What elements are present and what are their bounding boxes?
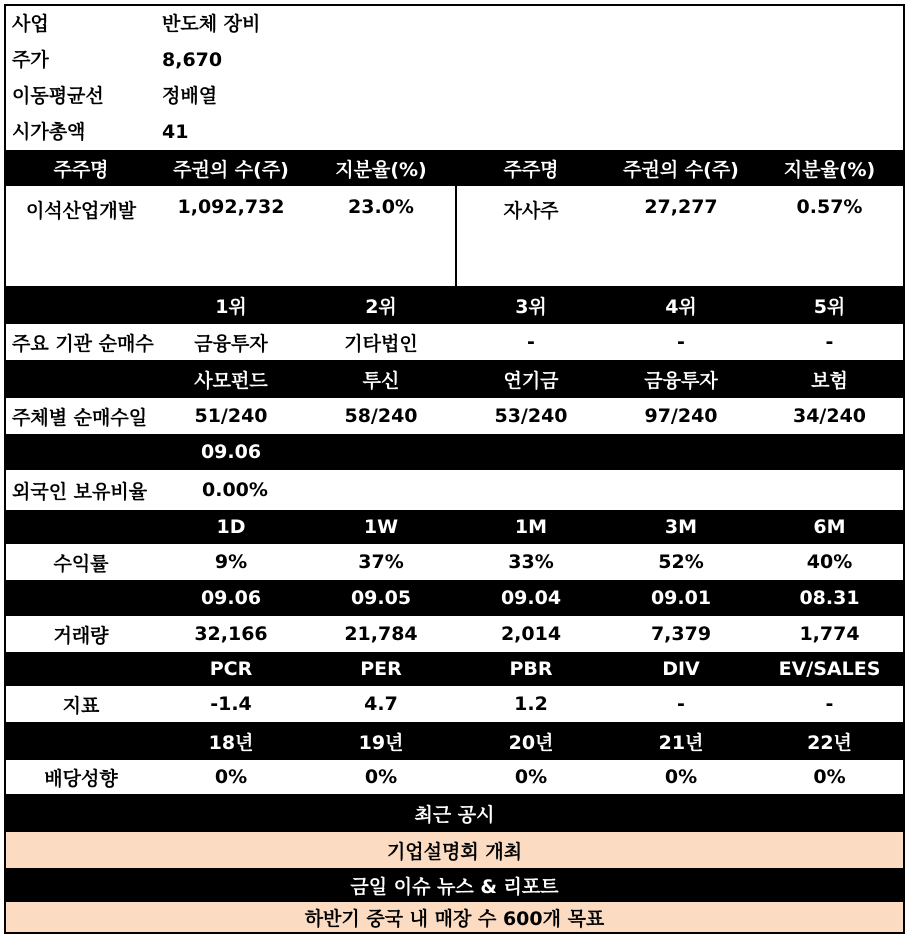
header-cell: PER	[360, 658, 402, 680]
row-label: 거래량	[53, 624, 109, 647]
value-cell: -1.4	[210, 693, 252, 715]
header-cell: 1M	[514, 516, 548, 538]
news-item: 하반기 중국 내 매장 수 600개 목표	[6, 902, 903, 932]
header-cell: 금융투자	[644, 369, 718, 392]
header-cell: 3위	[515, 295, 547, 318]
header-cell: PCR	[209, 658, 253, 680]
header-cell: 1D	[216, 516, 246, 538]
value-cell: -	[527, 331, 535, 353]
rank-row	[6, 324, 903, 360]
header-cell: 주주명	[503, 158, 559, 181]
header-cell: 보험	[811, 369, 848, 392]
header-cell: 1위	[215, 295, 247, 318]
header-cell: 지분율(%)	[783, 158, 876, 181]
row-label: 주체별 순매수일	[12, 406, 148, 429]
header-cell: 09.01	[650, 587, 712, 609]
shareholder-ratio: 23.0%	[348, 196, 414, 218]
value-cell: 51/240	[194, 405, 268, 427]
value-cell: 기타법인	[344, 332, 418, 355]
value-cell: 0%	[514, 766, 548, 788]
value-cell: 1,774	[799, 623, 860, 645]
info-row-moving-average	[6, 78, 903, 114]
shareholder-name: 자사주	[503, 200, 559, 222]
value-cell: -	[677, 693, 685, 715]
value-cell: 9%	[214, 551, 248, 573]
header-cell: 09.06	[200, 587, 262, 609]
indicators-header	[6, 652, 903, 686]
volume-header	[6, 580, 903, 616]
value-cell: 4.7	[364, 693, 398, 715]
value-cell: 53/240	[494, 405, 568, 427]
header-cell: 22년	[807, 731, 852, 754]
header-cell: 1W	[363, 516, 399, 538]
info-value: 반도체 장비	[162, 13, 261, 35]
value-cell: 33%	[508, 551, 554, 573]
shareholder-body	[6, 186, 903, 286]
foreign-row	[6, 470, 903, 510]
header-cell: 주권의 수(주)	[173, 158, 289, 181]
header-cell: 08.31	[799, 587, 860, 609]
indicators-row	[6, 686, 903, 722]
shareholder-ratio: 0.57%	[796, 196, 863, 218]
header-cell: 09.05	[350, 587, 412, 609]
value-cell: 40%	[806, 551, 853, 573]
info-value: 41	[162, 121, 189, 143]
value-cell: 37%	[358, 551, 404, 573]
date-cell: 09.06	[200, 441, 262, 463]
value-cell: 금융투자	[194, 332, 268, 355]
info-label: 사업	[12, 13, 49, 35]
dividend-header	[6, 722, 903, 760]
value-cell: -	[825, 693, 834, 715]
header-cell: 연기금	[503, 369, 559, 392]
shareholder-shares: 1,092,732	[177, 196, 285, 218]
value-cell: 0%	[214, 766, 248, 788]
header-cell: 19년	[358, 731, 404, 754]
header-cell: 21년	[658, 731, 704, 754]
header-cell: 6M	[813, 516, 846, 538]
value-cell: 2,014	[500, 623, 562, 645]
value-cell: -	[825, 331, 834, 353]
row-label: 외국인 보유비율	[12, 480, 148, 503]
net-buy-header	[6, 360, 903, 398]
header-cell: 20년	[508, 731, 554, 754]
value-cell: 1.2	[514, 693, 548, 715]
header-cell: EV/SALES	[778, 658, 881, 680]
info-label: 주가	[12, 49, 49, 71]
value-cell: 58/240	[344, 405, 418, 427]
info-row-business	[6, 6, 903, 42]
info-label: 이동평균선	[12, 85, 104, 107]
news-title: 금일 이슈 뉴스 & 리포트	[6, 868, 903, 902]
header-cell: 사모펀드	[194, 369, 268, 392]
value-cell: 97/240	[644, 405, 718, 427]
value-cell: 0%	[664, 766, 698, 788]
header-cell: DIV	[662, 658, 700, 680]
row-label: 수익률	[53, 552, 109, 575]
value-cell: -	[677, 331, 685, 353]
header-cell: 주주명	[53, 158, 109, 181]
header-cell: 18년	[208, 731, 254, 754]
header-cell: 주권의 수(주)	[623, 158, 739, 181]
value-cell: 21,784	[344, 623, 418, 645]
row-label: 지표	[62, 694, 100, 717]
header-cell: 4위	[665, 295, 697, 318]
rank-header	[6, 286, 903, 324]
value-cell: 0%	[364, 766, 398, 788]
header-cell: 09.04	[500, 587, 562, 609]
info-row-price	[6, 42, 903, 78]
value-cell: 34/240	[792, 405, 867, 427]
disclosure-title: 최근 공시	[6, 794, 903, 832]
disclosure-item: 기업설명회 개최	[6, 832, 903, 868]
shareholder-name: 이석산업개발	[25, 200, 137, 222]
header-cell: 지분율(%)	[335, 158, 427, 181]
info-value: 8,670	[162, 49, 223, 71]
dividend-row	[6, 760, 903, 794]
returns-header	[6, 510, 903, 544]
row-label: 배당성향	[44, 767, 118, 790]
value-cell: 7,379	[650, 623, 712, 645]
info-row-market-cap	[6, 114, 903, 150]
stock-summary-table	[4, 4, 905, 934]
returns-row	[6, 544, 903, 580]
value-cell: 52%	[658, 551, 704, 573]
info-label: 시가총액	[12, 121, 86, 143]
info-value: 정배열	[162, 85, 218, 107]
row-label: 주요 기관 순매수	[12, 332, 154, 355]
value-cell: 0%	[813, 766, 846, 788]
header-cell: PBR	[509, 658, 553, 680]
header-cell: 5위	[813, 295, 846, 318]
value-cell: 0.00%	[202, 479, 268, 501]
header-cell: 투신	[362, 369, 400, 392]
shareholder-header	[6, 150, 903, 186]
value-cell: 32,166	[194, 623, 268, 645]
header-cell: 3M	[664, 516, 698, 538]
foreign-header	[6, 434, 903, 470]
net-buy-row	[6, 398, 903, 434]
volume-row	[6, 616, 903, 652]
shareholder-shares: 27,277	[644, 196, 718, 218]
header-cell: 2위	[365, 295, 397, 318]
